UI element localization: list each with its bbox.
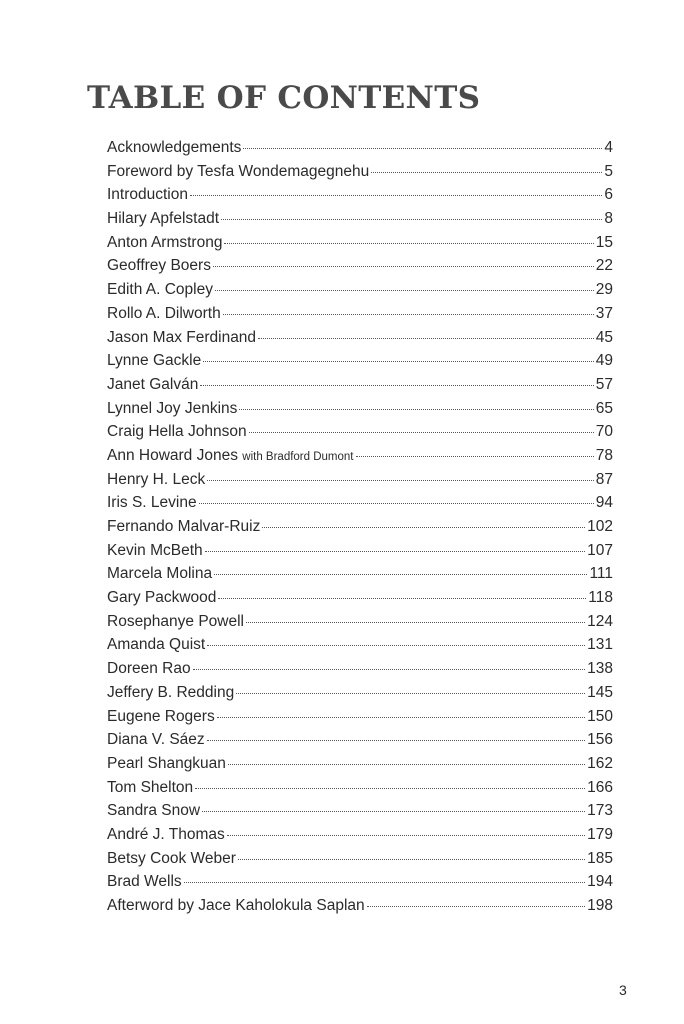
dot-leader — [228, 763, 585, 765]
toc-entry-title — [107, 728, 205, 752]
toc-entry-page: 6 — [604, 186, 613, 204]
toc-entry-title — [107, 207, 219, 231]
toc-entry — [107, 562, 613, 586]
toc-entry — [107, 870, 613, 894]
toc-entry-name: Gary Packwood — [107, 589, 217, 607]
toc-entry — [107, 373, 613, 397]
toc-entry — [107, 183, 613, 207]
toc-entry-title — [107, 136, 241, 160]
toc-entry-title — [107, 776, 193, 800]
toc-entry-name: Lynne Gackle — [107, 352, 202, 370]
toc-entry-name: Henry H. Leck — [107, 470, 206, 488]
dot-leader — [236, 692, 585, 694]
toc-entry-page: 179 — [587, 825, 613, 843]
toc-entry-title — [107, 847, 236, 871]
toc-entry-title — [107, 515, 260, 539]
dot-leader — [214, 573, 587, 575]
dot-leader — [246, 621, 585, 623]
toc-entry-page: 138 — [587, 660, 613, 678]
toc-entry-name: André J. Thomas — [107, 825, 225, 843]
dot-leader — [223, 313, 594, 315]
toc-entry-title — [107, 231, 222, 255]
dot-leader — [258, 337, 594, 339]
toc-entry — [107, 160, 613, 184]
toc-entry-page: 57 — [595, 375, 613, 393]
toc-entry-page: 145 — [587, 683, 613, 701]
toc-entry-title — [107, 183, 188, 207]
toc-entry-page: 87 — [595, 470, 613, 488]
toc-entry — [107, 752, 613, 776]
dot-leader — [207, 479, 594, 481]
toc-entry-page: 29 — [595, 281, 613, 299]
toc-entry-title — [107, 705, 215, 729]
toc-entry-title — [107, 870, 182, 894]
toc-entry-name: Anton Armstrong — [107, 233, 223, 251]
toc-entry-name: Fernando Malvar-Ruiz — [107, 518, 261, 535]
toc-entry — [107, 539, 613, 563]
toc-entry — [107, 207, 613, 231]
dot-leader — [184, 881, 585, 883]
toc-entry-page: 107 — [587, 541, 613, 559]
toc-entry — [107, 586, 613, 610]
toc-entry — [107, 610, 613, 634]
toc-entry-title — [107, 160, 369, 184]
toc-entry-name: Jason Max Ferdinand — [107, 328, 257, 346]
toc-entry — [107, 657, 613, 681]
dot-leader — [221, 218, 602, 220]
toc-entry — [107, 847, 613, 871]
toc-entry-title — [107, 349, 201, 373]
toc-entry-title — [107, 681, 234, 705]
toc-entry-name: Rollo A. Dilworth — [107, 304, 221, 322]
dot-leader — [367, 905, 585, 907]
toc-entry-name: Hilary Apfelstadt — [107, 210, 219, 228]
toc-entry-page: 131 — [587, 636, 613, 654]
dot-leader — [262, 526, 585, 528]
toc-entry-page: 102 — [587, 518, 613, 535]
toc-entry-name: Betsy Cook Weber — [107, 849, 236, 867]
dot-leader — [239, 408, 593, 410]
toc-entry-title — [107, 491, 197, 515]
toc-entry-name: Geoffrey Boers — [107, 257, 211, 275]
dot-leader — [243, 147, 602, 149]
toc-entry-name: Craig Hella Johnson — [107, 423, 247, 441]
toc-entry-name: Afterword by Jace Kaholokula Saplan — [107, 897, 365, 914]
toc-entry-name: Jeffery B. Redding — [107, 683, 235, 701]
dot-leader — [207, 739, 585, 741]
toc-entry — [107, 444, 613, 468]
toc-entry-page: 8 — [604, 210, 613, 228]
dot-leader — [371, 171, 602, 173]
toc-entry-name: Amanda Quist — [107, 636, 206, 654]
toc-entry — [107, 468, 613, 492]
toc-entry-title — [107, 420, 247, 444]
toc-entry-name: Brad Wells — [107, 873, 182, 891]
toc-entry — [107, 136, 613, 160]
toc-entry — [107, 397, 613, 421]
toc-entry — [107, 326, 613, 350]
toc-entry-name: Diana V. Sáez — [107, 731, 205, 749]
toc-entry-name: Lynnel Joy Jenkins — [107, 399, 238, 417]
toc-entry-page: 45 — [595, 328, 613, 346]
toc-entry-title — [107, 894, 365, 918]
toc-entry-name: Acknowledgements — [107, 139, 242, 156]
dot-leader — [215, 289, 594, 291]
dot-leader — [203, 360, 594, 362]
toc-entry-name: Ann Howard Jones — [107, 446, 238, 464]
dot-leader — [218, 597, 586, 599]
toc-entry-page: 173 — [587, 802, 613, 820]
toc-entry-title — [107, 799, 200, 823]
toc-entry — [107, 231, 613, 255]
toc-entry-name: Edith A. Copley — [107, 281, 213, 299]
toc-entry-title — [107, 539, 203, 563]
dot-leader — [227, 834, 585, 836]
toc-entry-title — [107, 444, 354, 468]
dot-leader — [207, 644, 585, 646]
toc-entry-page: 49 — [595, 352, 613, 370]
toc-entry-page: 94 — [595, 494, 613, 512]
toc-entry-page: 124 — [587, 612, 613, 630]
dot-leader — [224, 242, 593, 244]
toc-entry — [107, 349, 613, 373]
dot-leader — [356, 455, 594, 457]
toc-entry-page: 65 — [595, 399, 613, 417]
dot-leader — [249, 431, 594, 433]
toc-entry-title — [107, 397, 237, 421]
dot-leader — [217, 716, 585, 718]
page-title: TABLE OF CONTENTS — [87, 80, 481, 116]
toc-entry — [107, 728, 613, 752]
dot-leader — [200, 384, 593, 386]
toc-entry — [107, 302, 613, 326]
toc-entry — [107, 633, 613, 657]
toc-entry-title — [107, 586, 216, 610]
toc-entry-title — [107, 610, 244, 634]
toc-entry-page: 15 — [595, 233, 613, 251]
toc-entry-name: Doreen Rao — [107, 660, 191, 678]
dot-leader — [205, 550, 585, 552]
toc-entry-title — [107, 562, 212, 586]
toc-entry — [107, 823, 613, 847]
toc-entry-name: Kevin McBeth — [107, 541, 203, 559]
dot-leader — [238, 858, 585, 860]
toc-entry-name: Foreword by Tesfa Wondemagegnehu — [107, 162, 370, 180]
toc-entry-title — [107, 373, 198, 397]
toc-entry-name: Sandra Snow — [107, 802, 201, 820]
toc-entry-page: 166 — [587, 778, 613, 796]
toc-entry — [107, 420, 613, 444]
toc-entry-title — [107, 633, 205, 657]
toc-entry-title — [107, 657, 191, 681]
toc-entry-name: Iris S. Levine — [107, 494, 197, 512]
toc-entry-name: Rosephanye Powell — [107, 612, 245, 630]
toc-entry-name: Introduction — [107, 186, 188, 204]
dot-leader — [195, 787, 585, 789]
toc-entry — [107, 491, 613, 515]
dot-leader — [190, 194, 602, 196]
page-number: 3 — [619, 982, 627, 998]
toc-entry-page: 78 — [595, 446, 613, 464]
toc-entry — [107, 894, 613, 918]
toc-entry — [107, 515, 613, 539]
toc-entry-page: 194 — [587, 873, 613, 891]
toc-entry-title — [107, 468, 205, 492]
toc-entry-name: Marcela Molina — [107, 565, 213, 583]
toc-entry-title — [107, 278, 213, 302]
toc-entry — [107, 681, 613, 705]
dot-leader — [193, 668, 586, 670]
toc-entry-page: 185 — [587, 849, 613, 867]
toc-entry-page: 198 — [587, 897, 613, 914]
toc-entry-page: 156 — [587, 731, 613, 749]
toc-entry-name: Tom Shelton — [107, 778, 194, 796]
toc-entry-name: Pearl Shangkuan — [107, 754, 226, 772]
dot-leader — [199, 502, 594, 504]
toc-entry-page: 150 — [587, 707, 613, 725]
toc-entry — [107, 254, 613, 278]
toc-entry-title — [107, 752, 226, 776]
toc-entry-page: 5 — [604, 162, 613, 180]
toc-entry-page: 22 — [595, 257, 613, 275]
toc-entry-page: 4 — [604, 139, 613, 156]
toc-entry-page: 111 — [589, 565, 613, 583]
toc-entry-title — [107, 326, 256, 350]
toc-entry-page: 70 — [595, 423, 613, 441]
toc-entry — [107, 705, 613, 729]
toc-entry-page: 118 — [588, 589, 613, 607]
toc-entry-name: Eugene Rogers — [107, 707, 215, 725]
dot-leader — [213, 265, 594, 267]
toc-entry — [107, 799, 613, 823]
toc-list — [107, 136, 613, 918]
toc-entry-page: 162 — [587, 754, 613, 772]
dot-leader — [202, 810, 585, 812]
toc-entry-coauthor: with Bradford Dumont — [242, 450, 354, 463]
toc-entry-title — [107, 823, 225, 847]
toc-entry-title — [107, 254, 211, 278]
toc-entry — [107, 278, 613, 302]
toc-entry-name: Janet Galván — [107, 375, 199, 393]
toc-entry-title — [107, 302, 221, 326]
toc-entry-page: 37 — [595, 304, 613, 322]
toc-entry — [107, 776, 613, 800]
